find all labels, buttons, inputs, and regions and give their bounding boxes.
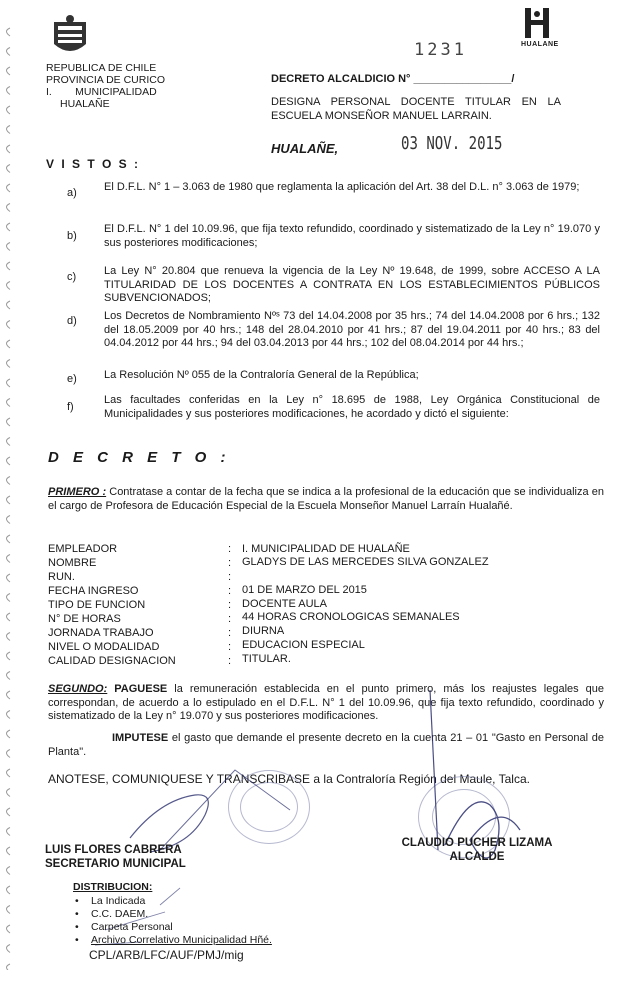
imputese-paragraph: [48, 732, 604, 759]
municipal-seal-left-inner: [240, 782, 298, 832]
place-label: HUALAÑE,: [271, 141, 339, 156]
field-label-run: RUN.: [48, 571, 75, 583]
field-label-calidad: CALIDAD DESIGNACION: [48, 655, 176, 667]
vistos-letter-e: e): [67, 373, 77, 385]
field-value-fecha-ingreso: 01 DE MARZO DEL 2015: [242, 584, 367, 596]
header-left-block: [46, 62, 165, 110]
signature-left: [45, 843, 186, 871]
vistos-title: V I S T O S :: [46, 157, 141, 171]
vistos-text-f: Las facultades conferidas en la Ley n° 18.695 de 1988, Ley Orgánica Constitucional de Municipalidades y sus posteriores modificaciones, he acordado y dictó el siguiente:: [104, 394, 600, 420]
header-line-3: I. MUNICIPALIDAD: [46, 86, 157, 98]
vistos-letter-f: f): [67, 401, 74, 413]
field-colon: :: [228, 627, 232, 639]
field-value-nombre: GLADYS DE LAS MERCEDES SILVA GONZALEZ: [242, 556, 489, 568]
dist-item: • Carpeta Personal: [75, 921, 272, 934]
field-value-empleador: I. MUNICIPALIDAD DE HUALAÑE: [242, 543, 410, 555]
field-label-fecha-ingreso: FECHA INGRESO: [48, 585, 139, 597]
distribucion-title: DISTRIBUCION:: [73, 881, 153, 893]
decreto-title: D E C R E T O :: [48, 449, 231, 466]
field-value-calidad: TITULAR.: [242, 653, 291, 665]
segundo-paragraph: [48, 683, 604, 724]
date-stamp: 03 NOV. 2015: [401, 133, 503, 154]
signer-right-title: ALCALDE: [449, 851, 505, 863]
primero-paragraph: [48, 486, 604, 513]
field-label-empleador: EMPLEADOR: [48, 543, 118, 555]
field-colon: :: [228, 655, 232, 667]
vistos-letter-d: d): [67, 315, 77, 327]
field-colon: :: [228, 613, 232, 625]
vistos-text-b: El D.F.L. N° 1 del 10.09.96, que fija texto refundido, coordinado y sistematizado de la Ley n° 19.070 y sus posteriores modificaciones;: [104, 223, 600, 249]
hualane-logo-icon: [522, 6, 552, 40]
field-value-tipo-funcion: DOCENTE AULA: [242, 598, 327, 610]
distribucion-initials: CPL/ARB/LFC/AUF/PMJ/mig: [89, 948, 244, 962]
signer-left-title: SECRETARIO MUNICIPAL: [45, 858, 186, 870]
hualane-logo-label: HUALANE: [521, 41, 559, 48]
field-colon: :: [228, 557, 232, 569]
field-value-jornada: DIURNA: [242, 625, 285, 637]
field-colon: :: [228, 571, 232, 583]
vistos-text-d: Los Decretos de Nombramiento Nºˢ 73 del 14.04.2008 por 35 hrs.; 74 del 14.04.2008 por 6 hrs.; 132 del 18.05.2009 por 40 hrs.; 148 del 28.04.2010 por 41 hrs.; 87 del 19.04.2011 por 40 hrs.; 83 del 04.04.2012 por 44 hrs.; 94 del 03.04.2013 por 44 hrs.; 102 del 08.04.2014 por 44 hrs.;: [104, 310, 600, 349]
field-value-horas: 44 HORAS CRONOLOGICAS SEMANALES: [242, 611, 460, 623]
vistos-letter-c: c): [67, 271, 77, 283]
signature-right: [387, 836, 567, 864]
signer-left-name: LUIS FLORES CABRERA: [45, 844, 182, 856]
vistos-text-e: La Resolución Nº 055 de la Contraloría General de la República;: [104, 369, 419, 381]
dist-item: • Archivo Correlativo Municipalidad Hñé.: [75, 934, 272, 947]
imputese-text: el gasto que demande el presente decreto en la cuenta 21 – 01 "Gasto en Personal de Planta".: [48, 732, 605, 758]
vistos-letter-b: b): [67, 230, 77, 242]
field-colon: :: [228, 599, 232, 611]
header-line-4: HUALAÑE: [60, 98, 110, 110]
imputese-bold: IMPUTESE: [112, 732, 169, 744]
decree-subject: DESIGNA PERSONAL DOCENTE TITULAR EN LA ESCUELA MONSEÑOR MANUEL LARRAIN.: [271, 96, 561, 122]
doc-number-stamp: 1231: [414, 40, 467, 60]
dist-item: • La Indicada: [75, 895, 272, 908]
field-label-jornada: JORNADA TRABAJO: [48, 627, 154, 639]
field-label-nivel: NIVEL O MODALIDAD: [48, 641, 160, 653]
field-label-tipo-funcion: TIPO DE FUNCION: [48, 599, 146, 611]
field-label-horas: N° DE HORAS: [48, 613, 121, 625]
segundo-bold: PAGUESE: [114, 683, 168, 695]
vistos-letter-a: a): [67, 187, 77, 199]
field-colon: :: [228, 585, 232, 597]
segundo-text: la remuneración establecida en el punto primero, más los reajustes legales que correspondan, de acuerdo a lo estipulado en el D.F.L. N° 1 del 10.09.96, que fija texto refundido, coordinado y sistematizado de la Ley n° 19.070 y sus posteriores modificaciones.: [48, 683, 604, 722]
primero-label: PRIMERO :: [48, 486, 107, 498]
vistos-text-a: El D.F.L. N° 1 – 3.063 de 1980 que reglamenta la aplicación del Art. 38 del D.L. n° 3.063 de 1979;: [104, 181, 580, 193]
binding-holes: [2, 20, 12, 970]
vistos-text-c: La Ley N° 20.804 que renueva la vigencia de la Ley Nº 19.648, de 1999, sobre ACCESO A LA TITULARIDAD DE LOS DOCENTES A CONTRATA EN LOS ESTABLECIMIENTOS PÚBLICOS SUBVENCIONADOS;: [104, 265, 600, 304]
decree-label: DECRETO ALCALDICIO N° ________________/: [271, 73, 515, 85]
primero-text: Contratase a contar de la fecha que se indica a la profesional de la educación que se individualiza en el cargo de Profesora de Educación Especial de la Escuela Monseñor Manuel Larraín Hualañé.: [48, 486, 604, 512]
chile-crest-logo: [50, 14, 90, 60]
field-colon: :: [228, 641, 232, 653]
dist-item: • C.C. DAEM.: [75, 908, 272, 921]
segundo-label: SEGUNDO:: [48, 683, 108, 695]
header-line-2: PROVINCIA DE CURICO: [46, 74, 166, 86]
signer-right-name: CLAUDIO PUCHER LIZAMA: [401, 837, 553, 849]
distribucion-list: [75, 895, 272, 947]
header-line-1: REPUBLICA DE CHILE: [46, 62, 157, 74]
field-value-nivel: EDUCACION ESPECIAL: [242, 639, 365, 651]
field-colon: :: [228, 543, 232, 555]
field-label-nombre: NOMBRE: [48, 557, 97, 569]
closing-line: ANOTESE, COMUNIQUESE Y TRANSCRIBASE a la Contraloría Región del Maule, Talca.: [48, 772, 530, 786]
